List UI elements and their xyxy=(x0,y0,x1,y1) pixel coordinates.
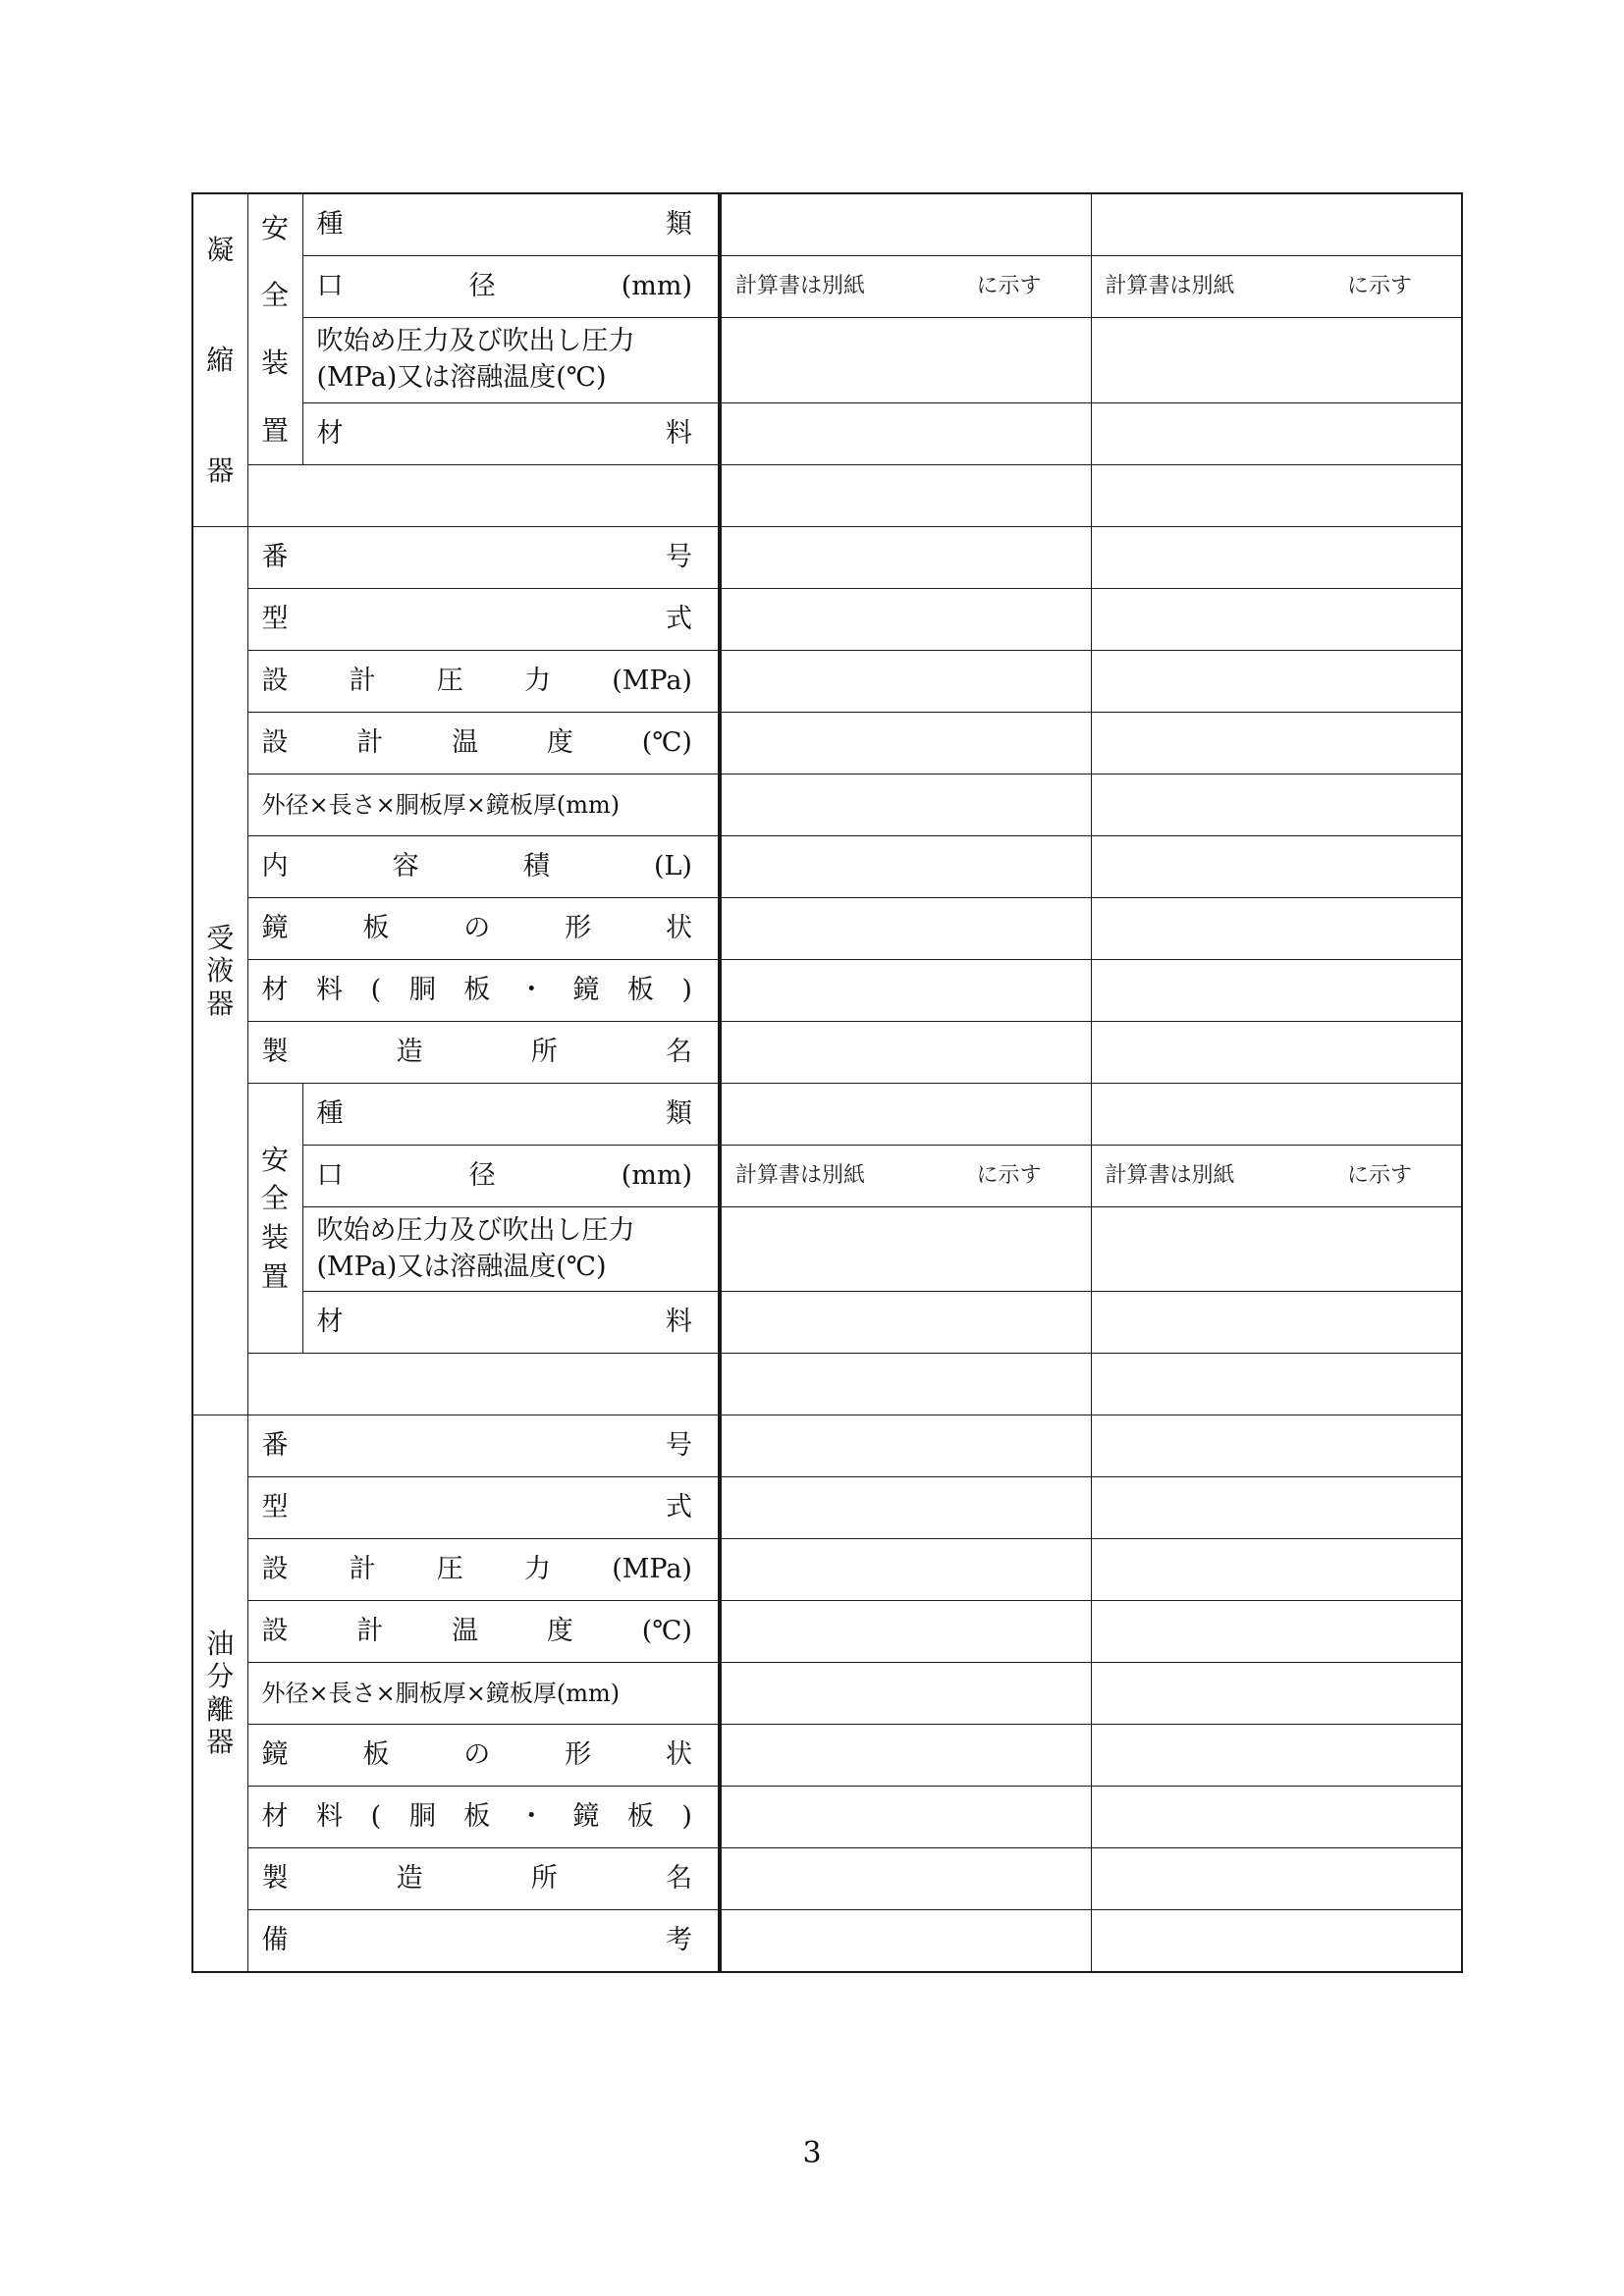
safety-title-char: 置 xyxy=(260,413,289,447)
row-label-part: 式 xyxy=(666,603,692,634)
row-label-part: 番 xyxy=(261,541,289,572)
table-row xyxy=(192,898,1462,960)
value-cell[interactable] xyxy=(1091,465,1462,527)
table-row xyxy=(192,1663,1462,1725)
row-label-cell xyxy=(247,1848,720,1910)
row-label xyxy=(303,1209,719,1289)
row-label-cell xyxy=(302,1207,720,1292)
row-label-cell xyxy=(302,1146,720,1207)
row-label-part: 容 xyxy=(392,850,419,881)
row-label-part: (℃) xyxy=(641,726,692,758)
row-label-line: (MPa)又は溶融温度(℃) xyxy=(316,361,607,393)
value-cell[interactable] xyxy=(1091,1601,1462,1663)
value-cell[interactable] xyxy=(720,255,1091,317)
value-cell[interactable] xyxy=(720,1663,1091,1725)
row-label-part: 型 xyxy=(261,603,289,634)
row-label-part: 号 xyxy=(666,1429,692,1461)
row-label-part: ) xyxy=(681,974,692,1005)
row-label-part: 形 xyxy=(565,912,592,943)
row-label-cell xyxy=(247,1415,720,1477)
row-label-part: 力 xyxy=(524,665,552,696)
row-label xyxy=(303,1160,719,1192)
table-row xyxy=(192,1146,1462,1207)
value-cell[interactable] xyxy=(720,1354,1091,1415)
table-row xyxy=(192,589,1462,651)
row-label xyxy=(248,1492,719,1523)
row-label-part: 度 xyxy=(546,726,573,758)
section-title-char: 器 xyxy=(206,1726,235,1759)
value-note xyxy=(1092,1163,1462,1189)
value-cell[interactable] xyxy=(720,1601,1091,1663)
value-cell[interactable] xyxy=(720,589,1091,651)
value-cell[interactable] xyxy=(720,1146,1091,1207)
row-label-part: 考 xyxy=(666,1924,692,1955)
row-label-part: 料 xyxy=(316,974,344,1005)
value-cell[interactable] xyxy=(1091,1848,1462,1910)
safety-title-char: 全 xyxy=(260,1182,289,1215)
row-label-part: 種 xyxy=(316,208,344,240)
row-label-part: 計 xyxy=(349,1553,376,1584)
value-cell[interactable] xyxy=(1091,1084,1462,1146)
value-cell[interactable] xyxy=(1091,1539,1462,1601)
row-label-part: 料 xyxy=(316,1800,344,1832)
table-row xyxy=(192,193,1462,255)
row-label-part: 名 xyxy=(665,1036,692,1067)
row-label-part: 鏡 xyxy=(572,974,600,1005)
section-title-char: 縮 xyxy=(206,344,235,377)
row-label-part: 設 xyxy=(261,726,289,758)
value-note-right: に示す xyxy=(1346,273,1412,298)
row-label-part: 口 xyxy=(316,270,344,301)
row-label-part: 板 xyxy=(463,1800,491,1832)
value-cell[interactable] xyxy=(720,960,1091,1022)
row-label-part: 材 xyxy=(316,417,344,449)
row-label-part: (L) xyxy=(653,850,692,881)
row-label xyxy=(248,1037,719,1068)
row-label-cell xyxy=(247,651,720,713)
row-label-part: 類 xyxy=(666,208,692,240)
table-row xyxy=(192,651,1462,713)
row-label-cell xyxy=(302,402,720,464)
row-label-part: 料 xyxy=(666,1306,692,1337)
value-cell[interactable] xyxy=(1091,1146,1462,1207)
row-label xyxy=(248,727,719,759)
safety-title-char: 安 xyxy=(260,1143,289,1176)
row-label-cell xyxy=(247,960,720,1022)
row-label-part: 造 xyxy=(396,1862,423,1894)
row-label-cell xyxy=(247,1725,720,1787)
value-cell[interactable] xyxy=(1091,1787,1462,1848)
row-label-cell xyxy=(247,713,720,774)
row-label-part: 備 xyxy=(261,1924,289,1955)
value-cell[interactable] xyxy=(720,1415,1091,1477)
row-label-cell xyxy=(247,1477,720,1539)
row-label-line: 吹始め圧力及び吹出し圧力 xyxy=(316,1215,635,1247)
row-label xyxy=(248,1430,719,1462)
row-label-part: ・ xyxy=(517,1800,545,1832)
row-label xyxy=(248,975,719,1006)
row-label-part: 径 xyxy=(468,270,496,301)
row-label xyxy=(248,1616,719,1647)
table-row xyxy=(192,1084,1462,1146)
table-row xyxy=(192,402,1462,464)
row-label-part: 料 xyxy=(666,417,692,449)
row-label-cell xyxy=(247,1539,720,1601)
value-cell[interactable] xyxy=(720,465,1091,527)
row-label-part: 板 xyxy=(626,1800,654,1832)
row-label-part: 所 xyxy=(530,1862,558,1894)
row-label-part: (mm) xyxy=(621,1159,692,1191)
table-row xyxy=(192,1292,1462,1354)
row-label-cell xyxy=(247,1787,720,1848)
value-note-right: に示す xyxy=(976,1162,1042,1188)
row-label-part: 内 xyxy=(261,850,289,881)
row-label-part: 製 xyxy=(261,1862,289,1894)
row-label-part: 設 xyxy=(261,1553,289,1584)
section-title-char: 分 xyxy=(206,1660,235,1693)
row-label-cell xyxy=(247,527,720,589)
value-note-left: 計算書は別紙 xyxy=(1105,1162,1235,1188)
safety-title-char: 全 xyxy=(260,279,289,312)
row-label xyxy=(303,320,719,400)
value-cell[interactable] xyxy=(1091,960,1462,1022)
section-title-char: 凝 xyxy=(206,233,235,266)
row-label-cell xyxy=(247,836,720,898)
row-label xyxy=(303,418,719,450)
row-label-part: 度 xyxy=(546,1615,573,1646)
value-cell[interactable] xyxy=(720,402,1091,464)
row-label xyxy=(248,542,719,573)
row-label-part: 形 xyxy=(565,1738,592,1770)
row-label-cell xyxy=(302,255,720,317)
row-label-part: 材 xyxy=(316,1306,344,1337)
value-note-left: 計算書は別紙 xyxy=(735,273,866,298)
table-row xyxy=(192,1848,1462,1910)
section-title-char: 器 xyxy=(206,987,235,1020)
row-label-part: 板 xyxy=(362,912,390,943)
row-label-cell xyxy=(247,898,720,960)
row-label-part: ( xyxy=(370,1800,382,1832)
table-row xyxy=(192,1539,1462,1601)
row-label-part: 鏡 xyxy=(261,912,289,943)
row-label-part: 型 xyxy=(261,1491,289,1522)
value-cell[interactable] xyxy=(1091,1207,1462,1292)
row-label-part: (mm) xyxy=(621,270,692,301)
value-cell[interactable] xyxy=(1091,1477,1462,1539)
value-cell[interactable] xyxy=(1091,318,1462,402)
section-title-char: 油 xyxy=(206,1627,235,1660)
row-label-cell xyxy=(247,1601,720,1663)
value-cell[interactable] xyxy=(720,898,1091,960)
value-cell[interactable] xyxy=(1091,1354,1462,1415)
row-label-part: 板 xyxy=(362,1738,390,1770)
row-label-part: (℃) xyxy=(641,1615,692,1646)
row-label-part: 製 xyxy=(261,1036,289,1067)
safety-title-char: 装 xyxy=(260,347,289,380)
row-label-cell xyxy=(302,318,720,402)
row-label-part: 板 xyxy=(626,974,654,1005)
row-label xyxy=(248,1554,719,1585)
value-cell[interactable] xyxy=(1091,898,1462,960)
row-label-part: (MPa) xyxy=(612,1553,692,1584)
table-row xyxy=(192,1601,1462,1663)
value-note-right: に示す xyxy=(976,273,1042,298)
section-title-char: 離 xyxy=(206,1692,235,1726)
safety-device-title xyxy=(247,193,302,465)
row-label xyxy=(248,851,719,882)
row-label-part: 口 xyxy=(316,1159,344,1191)
row-label-part: 状 xyxy=(666,1738,692,1770)
row-label-part: 計 xyxy=(356,726,384,758)
row-label xyxy=(303,1098,719,1130)
table-row xyxy=(192,774,1462,836)
row-label-cell xyxy=(247,1354,720,1415)
row-label-part: 胴 xyxy=(408,1800,436,1832)
value-cell[interactable] xyxy=(720,651,1091,713)
table-row xyxy=(192,1415,1462,1477)
table-row xyxy=(192,836,1462,898)
table-row xyxy=(192,255,1462,317)
safety-title-char: 安 xyxy=(260,211,289,244)
row-label-cell xyxy=(247,465,720,527)
value-cell[interactable] xyxy=(1091,1663,1462,1725)
value-cell[interactable] xyxy=(1091,713,1462,774)
row-label-cell xyxy=(302,1084,720,1146)
row-label-part: 力 xyxy=(524,1553,552,1584)
page-number: 3 xyxy=(802,2136,822,2170)
section-title-oil_separator xyxy=(192,1415,247,1972)
row-label: 外径×長さ×胴板厚×鏡板厚(mm) xyxy=(261,790,621,819)
section-title-receiver xyxy=(192,527,247,1415)
table-row xyxy=(192,527,1462,589)
value-cell[interactable] xyxy=(720,1022,1091,1084)
value-cell[interactable] xyxy=(720,836,1091,898)
safety-title-char: 装 xyxy=(260,1221,289,1254)
row-label-part: 計 xyxy=(356,1615,384,1646)
row-label-part: 圧 xyxy=(436,1553,463,1584)
row-label-part: 号 xyxy=(666,541,692,572)
value-cell[interactable] xyxy=(720,1787,1091,1848)
safety-device-title xyxy=(247,1084,302,1354)
row-label-part: 設 xyxy=(261,1615,289,1646)
row-label-part: 所 xyxy=(530,1036,558,1067)
value-cell[interactable] xyxy=(1091,255,1462,317)
row-label xyxy=(248,604,719,635)
row-label-part: 材 xyxy=(261,1800,289,1832)
row-label xyxy=(303,1307,719,1338)
value-cell[interactable] xyxy=(1091,1415,1462,1477)
row-label-part: 板 xyxy=(463,974,491,1005)
row-label-part: 積 xyxy=(522,850,550,881)
row-label-part: 鏡 xyxy=(572,1800,600,1832)
row-label xyxy=(248,913,719,944)
value-note-left: 計算書は別紙 xyxy=(735,1162,866,1188)
row-label-part: ) xyxy=(681,1800,692,1832)
row-label-part: の xyxy=(463,1738,491,1770)
value-cell[interactable] xyxy=(720,1910,1091,1972)
section-title-char: 器 xyxy=(206,454,235,487)
section-title-char: 液 xyxy=(206,954,235,988)
row-label-part: (MPa) xyxy=(612,665,692,696)
row-label-part: 径 xyxy=(468,1159,496,1191)
row-label-cell xyxy=(247,1910,720,1972)
row-label-part: ・ xyxy=(517,974,545,1005)
row-label xyxy=(248,1863,719,1895)
value-cell[interactable] xyxy=(720,1725,1091,1787)
value-cell[interactable] xyxy=(1091,402,1462,464)
row-label-line: (MPa)又は溶融温度(℃) xyxy=(316,1251,607,1282)
table-row xyxy=(192,1022,1462,1084)
value-cell[interactable] xyxy=(1091,651,1462,713)
equipment-spec-table xyxy=(191,192,1463,1973)
row-label xyxy=(248,666,719,697)
row-label-part: 温 xyxy=(452,1615,479,1646)
row-label-part: 式 xyxy=(666,1491,692,1522)
value-cell[interactable] xyxy=(720,713,1091,774)
row-label-part: 胴 xyxy=(408,974,436,1005)
value-cell[interactable] xyxy=(1091,589,1462,651)
row-label-part: 材 xyxy=(261,974,289,1005)
section-title-condenser xyxy=(192,193,247,527)
value-cell[interactable] xyxy=(720,193,1091,255)
value-cell[interactable] xyxy=(720,1848,1091,1910)
row-label-part: 状 xyxy=(666,912,692,943)
table-row xyxy=(192,1207,1462,1292)
table-row xyxy=(192,713,1462,774)
row-label xyxy=(248,1801,719,1833)
value-cell[interactable] xyxy=(1091,1022,1462,1084)
row-label-part: 設 xyxy=(261,665,289,696)
row-label-part: 計 xyxy=(349,665,376,696)
value-cell[interactable] xyxy=(1091,1725,1462,1787)
row-label-part: 圧 xyxy=(436,665,463,696)
value-cell[interactable] xyxy=(1091,1910,1462,1972)
row-label xyxy=(303,271,719,302)
value-cell[interactable] xyxy=(720,774,1091,836)
row-label-cell xyxy=(247,1022,720,1084)
safety-title-char: 置 xyxy=(260,1259,289,1293)
table-row xyxy=(192,1787,1462,1848)
value-cell[interactable] xyxy=(720,318,1091,402)
value-cell[interactable] xyxy=(720,1477,1091,1539)
value-cell[interactable] xyxy=(1091,836,1462,898)
row-label xyxy=(248,1925,719,1956)
value-note xyxy=(1092,274,1462,299)
value-cell[interactable] xyxy=(720,1084,1091,1146)
row-label-cell xyxy=(247,1663,720,1725)
table-row xyxy=(192,1354,1462,1415)
value-cell[interactable] xyxy=(1091,527,1462,589)
table-row xyxy=(192,1477,1462,1539)
section-title-char: 受 xyxy=(206,921,235,954)
row-label-part: 種 xyxy=(316,1097,344,1129)
row-label xyxy=(303,209,719,240)
row-label: 外径×長さ×胴板厚×鏡板厚(mm) xyxy=(261,1679,621,1707)
value-cell[interactable] xyxy=(1091,774,1462,836)
row-label-part: 類 xyxy=(666,1097,692,1129)
table-row xyxy=(192,318,1462,402)
row-label-cell xyxy=(302,193,720,255)
row-label xyxy=(248,1739,719,1771)
value-note-left: 計算書は別紙 xyxy=(1105,273,1235,298)
row-label-part: 温 xyxy=(452,726,479,758)
row-label-part: 名 xyxy=(665,1862,692,1894)
value-cell[interactable] xyxy=(1091,1292,1462,1354)
value-cell[interactable] xyxy=(720,1292,1091,1354)
value-cell[interactable] xyxy=(720,1207,1091,1292)
table-row xyxy=(192,465,1462,527)
value-cell[interactable] xyxy=(1091,193,1462,255)
table-row xyxy=(192,1725,1462,1787)
row-label-part: ( xyxy=(370,974,382,1005)
row-label-cell xyxy=(302,1292,720,1354)
row-label-cell xyxy=(247,589,720,651)
value-note xyxy=(722,274,1091,299)
row-label-part: 番 xyxy=(261,1429,289,1461)
value-note-right: に示す xyxy=(1346,1162,1412,1188)
row-label-line: 吹始め圧力及び吹出し圧力 xyxy=(316,326,635,357)
row-label-part: の xyxy=(463,912,491,943)
table-row xyxy=(192,1910,1462,1972)
value-cell[interactable] xyxy=(720,1539,1091,1601)
value-cell[interactable] xyxy=(720,527,1091,589)
row-label-cell xyxy=(247,774,720,836)
table-row xyxy=(192,960,1462,1022)
value-note xyxy=(722,1163,1091,1189)
row-label-part: 造 xyxy=(396,1036,423,1067)
row-label-part: 鏡 xyxy=(261,1738,289,1770)
